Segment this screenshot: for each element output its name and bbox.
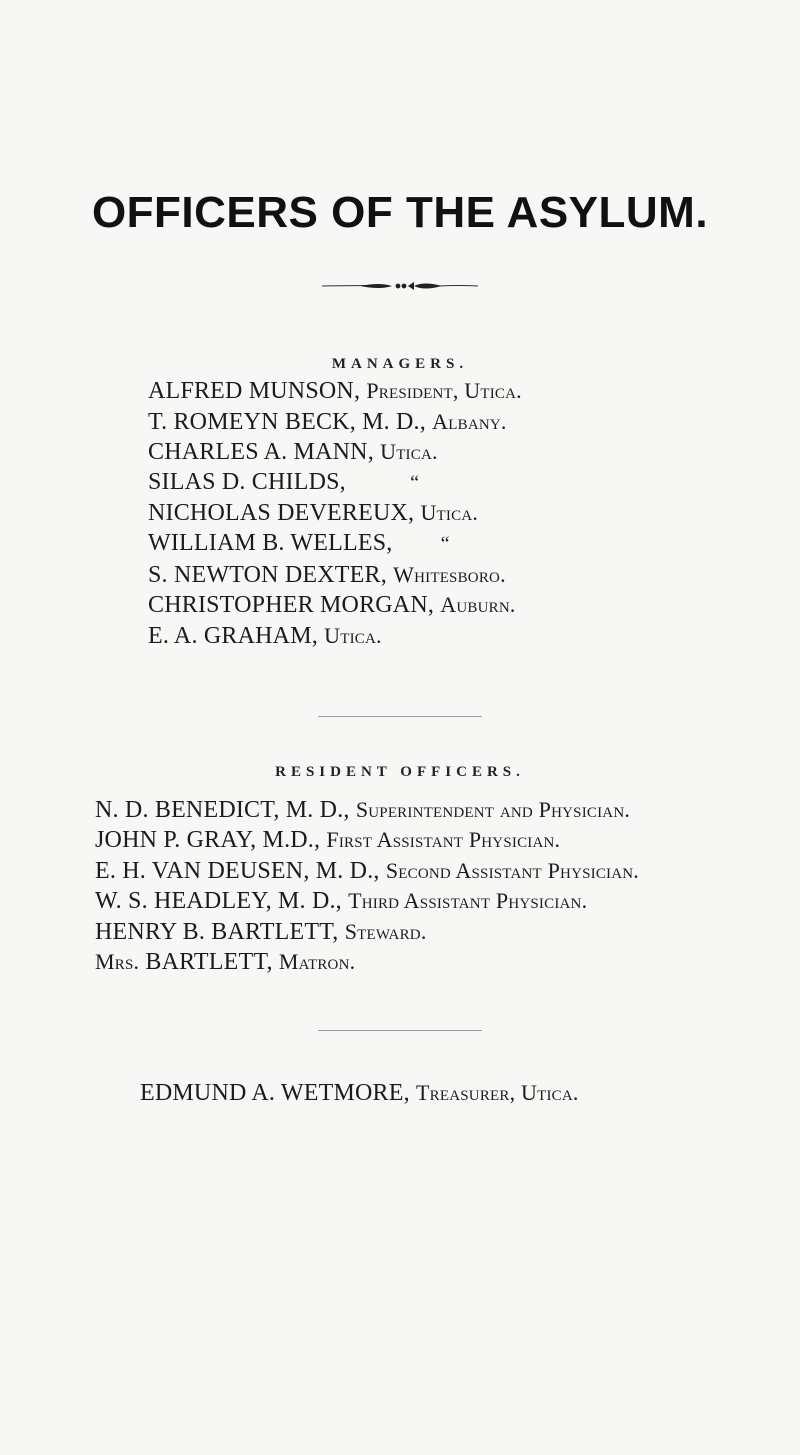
officer-entry [95,917,639,947]
ditto-mark: “ [440,532,450,555]
section-divider [318,716,482,717]
manager-name: CHARLES A. MANN, [148,439,374,466]
officer-title: Superintendent and Physician. [355,797,631,822]
section-divider [318,1030,482,1031]
resident-officers-list [95,795,639,977]
ornamental-divider [320,276,480,296]
officer-title: Steward. [344,918,427,944]
manager-name: NICHOLAS DEVEREUX, [148,500,415,527]
resident-officers-heading: RESIDENT OFFICERS. [275,764,525,780]
manager-entry [148,376,522,407]
treasurer-detail: Treasurer, Utica. [416,1080,579,1105]
manager-name: CHRISTOPHER MORGAN, [148,592,435,619]
officer-title: Matron. [278,949,356,975]
ditto-mark: “ [410,471,420,494]
officer-name: W. S. HEADLEY, M. D., [95,888,342,915]
officer-name: E. H. VAN DEUSEN, M. D., [95,857,380,884]
officer-name: BARTLETT, [145,949,273,976]
manager-detail: Auburn. [440,592,516,618]
officer-entry [95,947,639,977]
treasurer-name: EDMUND A. WETMORE, [140,1080,410,1106]
officer-entry [95,795,639,825]
manager-entry [148,560,522,591]
officer-title: First Assistant Physician. [326,827,561,853]
manager-name: ALFRED MUNSON, [148,378,361,404]
manager-detail: Albany. [432,408,507,434]
managers-heading: MANAGERS. [331,356,469,372]
managers-list [148,376,522,651]
officer-entry [95,856,639,886]
officer-name: JOHN P. GRAY, M.D., [95,827,321,854]
officer-prefix: Mrs. [95,949,140,975]
manager-entry [148,498,522,529]
manager-entry [148,468,522,499]
treasurer-line [140,1080,579,1107]
manager-name: SILAS D. CHILDS, [148,468,346,495]
manager-name: E. A. GRAHAM, [148,622,318,649]
officer-name: HENRY B. BARTLETT, [95,918,339,945]
manager-entry [148,407,522,438]
manager-detail: Utica. [324,622,382,648]
officer-entry [95,886,639,916]
officer-title: Second Assistant Physician. [385,857,640,883]
officer-entry [95,825,639,855]
manager-name: WILLIAM B. WELLES, [148,529,393,556]
officer-title: Third Assistant Physician. [348,888,588,914]
manager-entry [148,437,522,468]
officer-name: N. D. BENEDICT, M. D., [95,797,350,823]
manager-detail: Utica. [380,439,438,465]
manager-detail: Utica. [420,500,479,526]
manager-entry [148,590,522,621]
manager-name: S. NEWTON DEXTER, [148,561,387,588]
manager-name: T. ROMEYN BECK, M. D., [148,408,426,435]
manager-entry [148,529,522,560]
manager-detail: Whitesboro. [393,561,506,587]
page-title: OFFICERS OF THE ASYLUM. [91,188,709,237]
manager-entry [148,621,522,652]
manager-detail: President, Utica. [366,378,522,403]
